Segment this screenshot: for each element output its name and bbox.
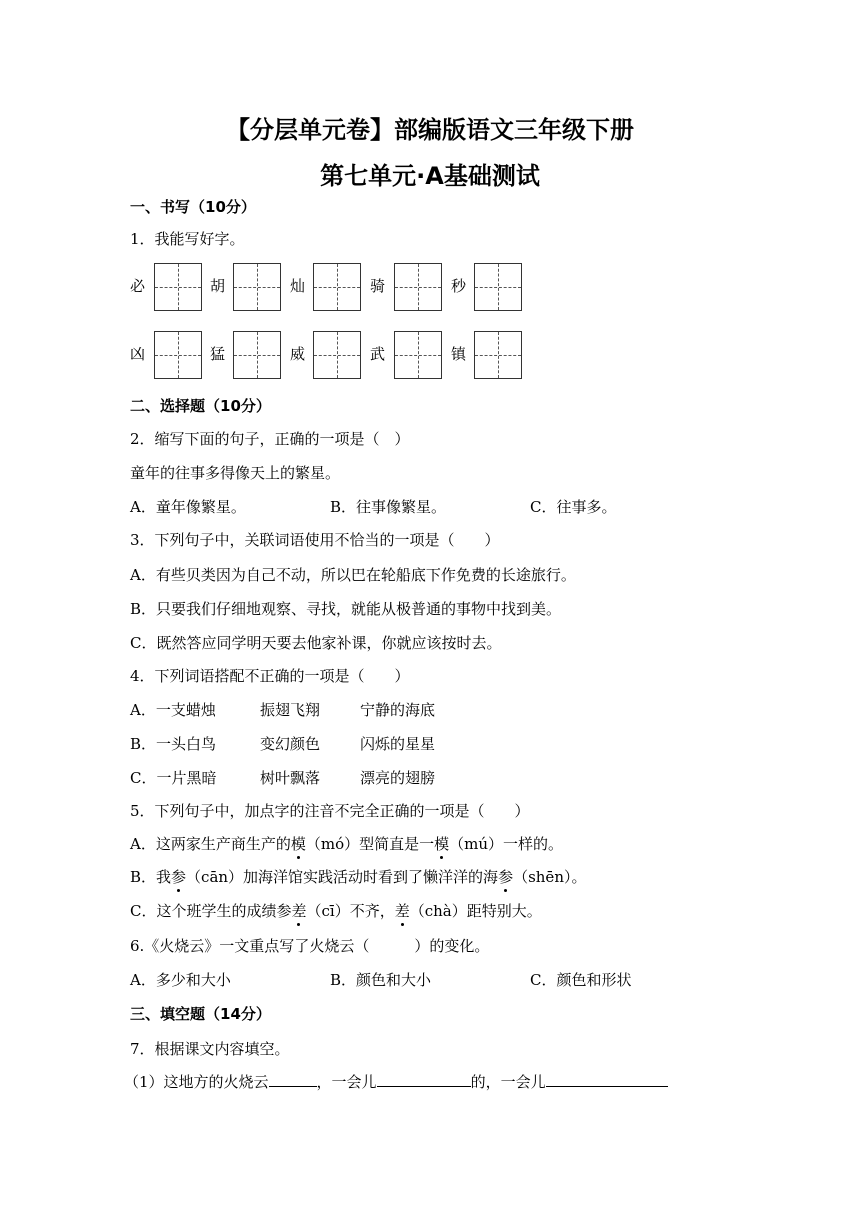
option-word: 振翅飞翔 bbox=[260, 701, 321, 719]
fill-blank[interactable] bbox=[546, 1071, 668, 1087]
question-1: 1．我能写好字。 bbox=[130, 230, 245, 248]
char-label: 秒 bbox=[451, 277, 467, 295]
writing-box[interactable] bbox=[474, 331, 522, 379]
fill-blank[interactable] bbox=[377, 1071, 471, 1087]
char-label: 凶 bbox=[130, 345, 146, 363]
question-3-stem: 3．下列句子中，关联词语使用不恰当的一项是（ ） bbox=[130, 531, 500, 549]
char-label: 猛 bbox=[210, 345, 226, 363]
char-label: 灿 bbox=[290, 277, 306, 295]
fill-blank[interactable] bbox=[269, 1071, 317, 1087]
option-word: B．一头白鸟 bbox=[130, 735, 217, 753]
option-text: （cī）不齐， bbox=[306, 902, 395, 920]
option-b[interactable]: B．只要我们仔细地观察、寻找，就能从极普通的事物中找到美。 bbox=[130, 600, 562, 618]
option-a[interactable]: A．多少和大小 bbox=[130, 971, 231, 989]
question-2-sentence: 童年的往事多得像天上的繁星。 bbox=[130, 464, 341, 482]
char-label: 必 bbox=[130, 277, 146, 295]
option-a[interactable] bbox=[130, 833, 563, 854]
dotted-char: 模 bbox=[434, 835, 450, 853]
char-label: 骑 bbox=[370, 277, 386, 295]
option-word: 闪烁的星星 bbox=[360, 735, 436, 753]
writing-box[interactable] bbox=[154, 263, 202, 311]
option-text: B．我 bbox=[130, 868, 172, 886]
option-text: （cān）加海洋馆实践活动时看到了懒洋洋的海 bbox=[186, 868, 499, 886]
option-text: （chà）距特别大。 bbox=[409, 902, 542, 920]
dotted-char: 参 bbox=[498, 868, 514, 886]
option-a[interactable]: A．童年像繁星。 bbox=[130, 498, 246, 516]
writing-box[interactable] bbox=[313, 263, 361, 311]
doc-title-line2: 第七单元·A基础测试 bbox=[320, 162, 540, 190]
section-heading-choice: 二、选择题（10分） bbox=[130, 397, 271, 415]
writing-box[interactable] bbox=[313, 331, 361, 379]
option-c[interactable] bbox=[130, 900, 542, 921]
option-c[interactable]: C．颜色和形状 bbox=[530, 971, 632, 989]
writing-box[interactable] bbox=[233, 331, 281, 379]
question-4-stem: 4．下列词语搭配不正确的一项是（ ） bbox=[130, 667, 410, 685]
question-5-stem: 5．下列句子中，加点字的注音不完全正确的一项是（ ） bbox=[130, 802, 530, 820]
question-6-stem: 6.《火烧云》一文重点写了火烧云（ ）的变化。 bbox=[130, 937, 490, 955]
question-2-stem: 2．缩写下面的句子，正确的一项是（ ） bbox=[130, 430, 410, 448]
option-word: A．一支蜡烛 bbox=[130, 701, 216, 719]
option-b[interactable]: B．往事像繁星。 bbox=[330, 498, 447, 516]
option-text: （shēn）。 bbox=[513, 868, 587, 886]
option-text: C．这个班学生的成绩参 bbox=[130, 902, 292, 920]
doc-title-line1: 【分层单元卷】部编版语文三年级下册 bbox=[226, 116, 634, 144]
char-label: 威 bbox=[290, 345, 306, 363]
char-label: 武 bbox=[370, 345, 386, 363]
fill-text: ，一会儿 bbox=[316, 1073, 377, 1091]
dotted-char: 差 bbox=[291, 902, 307, 920]
section-heading-writing: 一、书写（10分） bbox=[130, 198, 256, 216]
option-text: （mó）型简直是一 bbox=[305, 835, 435, 853]
option-text: （mú）一样的。 bbox=[449, 835, 564, 853]
option-c[interactable]: C．往事多。 bbox=[530, 498, 617, 516]
writing-box[interactable] bbox=[394, 331, 442, 379]
option-text: A．这两家生产商生产的 bbox=[130, 835, 291, 853]
fill-text: 的，一会儿 bbox=[470, 1073, 546, 1091]
dotted-char: 参 bbox=[171, 868, 187, 886]
option-a[interactable]: A．有些贝类因为自己不动，所以巴在轮船底下作免费的长途旅行。 bbox=[130, 566, 576, 584]
char-label: 胡 bbox=[210, 277, 226, 295]
writing-box[interactable] bbox=[154, 331, 202, 379]
option-b[interactable] bbox=[130, 866, 586, 887]
char-label: 镇 bbox=[451, 345, 467, 363]
option-word: 漂亮的翅膀 bbox=[360, 769, 436, 787]
dotted-char: 差 bbox=[394, 902, 410, 920]
option-word: C．一片黑暗 bbox=[130, 769, 217, 787]
option-word: 树叶飘落 bbox=[260, 769, 321, 787]
option-c[interactable]: C．既然答应同学明天要去他家补课，你就应该按时去。 bbox=[130, 634, 502, 652]
question-7-stem: 7．根据课文内容填空。 bbox=[130, 1040, 290, 1058]
option-b[interactable]: B．颜色和大小 bbox=[330, 971, 432, 989]
writing-box[interactable] bbox=[394, 263, 442, 311]
dotted-char: 模 bbox=[290, 835, 306, 853]
option-word: 变幻颜色 bbox=[260, 735, 321, 753]
question-7-line-1 bbox=[124, 1071, 668, 1092]
writing-box[interactable] bbox=[474, 263, 522, 311]
option-word: 宁静的海底 bbox=[360, 701, 436, 719]
writing-box[interactable] bbox=[233, 263, 281, 311]
fill-text: （1）这地方的火烧云 bbox=[124, 1073, 269, 1091]
section-heading-fill: 三、填空题（14分） bbox=[130, 1005, 271, 1023]
